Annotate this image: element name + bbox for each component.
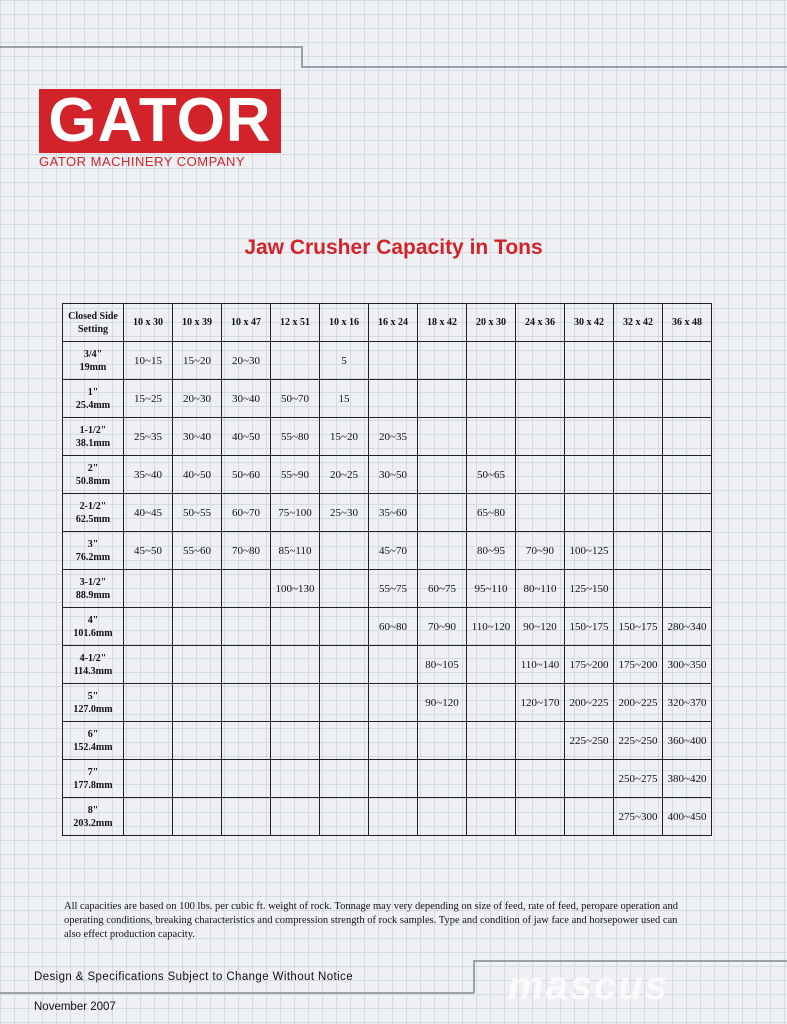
capacity-cell [271, 342, 320, 380]
capacity-cell: 175~200 [614, 646, 663, 684]
column-header: 16 x 24 [369, 304, 418, 342]
capacity-cell: 75~100 [271, 494, 320, 532]
footer-frame-line [0, 992, 474, 994]
capacity-cell [467, 380, 516, 418]
capacity-cell [516, 722, 565, 760]
table-header-row [63, 304, 712, 342]
column-header: 10 x 30 [124, 304, 173, 342]
capacity-cell: 20~30 [173, 380, 222, 418]
column-header: 30 x 42 [565, 304, 614, 342]
capacity-cell: 55~80 [271, 418, 320, 456]
header-frame-line-right [301, 66, 787, 68]
capacity-cell: 225~250 [614, 722, 663, 760]
capacity-cell [614, 418, 663, 456]
capacity-cell [173, 684, 222, 722]
capacity-cell: 70~90 [516, 532, 565, 570]
capacity-cell [663, 418, 712, 456]
table-row [63, 760, 712, 798]
capacity-cell [565, 342, 614, 380]
capacity-cell [173, 760, 222, 798]
capacity-cell [614, 342, 663, 380]
setting-inches: 3" [87, 538, 99, 550]
capacity-cell: 50~60 [222, 456, 271, 494]
capacity-cell [320, 798, 369, 836]
table-body [63, 342, 712, 836]
capacity-cell [565, 494, 614, 532]
capacity-cell: 30~40 [173, 418, 222, 456]
column-header: 20 x 30 [467, 304, 516, 342]
capacity-cell: 25~30 [320, 494, 369, 532]
capacity-cell [516, 418, 565, 456]
setting-mm: 114.3mm [73, 665, 113, 677]
setting-cell [63, 798, 124, 836]
capacity-cell [369, 798, 418, 836]
setting-inches: 2-1/2" [79, 500, 107, 512]
setting-inches: 3-1/2" [79, 576, 107, 588]
capacity-cell [173, 608, 222, 646]
setting-inches: 7" [87, 766, 99, 778]
setting-cell [63, 570, 124, 608]
capacity-cell [369, 684, 418, 722]
setting-cell [63, 684, 124, 722]
capacity-cell: 15~25 [124, 380, 173, 418]
capacity-cell: 25~35 [124, 418, 173, 456]
setting-inches: 3/4" [83, 348, 103, 360]
capacity-cell [320, 608, 369, 646]
capacity-cell [418, 494, 467, 532]
corner-header [63, 304, 124, 342]
capacity-cell: 380~420 [663, 760, 712, 798]
capacity-cell [565, 798, 614, 836]
setting-inches: 4" [87, 614, 99, 626]
capacity-cell: 125~150 [565, 570, 614, 608]
setting-mm: 177.8mm [73, 779, 113, 791]
capacity-cell: 55~60 [173, 532, 222, 570]
capacity-cell [173, 798, 222, 836]
table-row [63, 418, 712, 456]
column-header: 24 x 36 [516, 304, 565, 342]
corner-label-line1: Closed Side [68, 310, 118, 322]
capacity-cell [222, 570, 271, 608]
capacity-cell: 90~120 [418, 684, 467, 722]
capacity-cell [173, 570, 222, 608]
table-row [63, 570, 712, 608]
capacity-cell [467, 342, 516, 380]
capacity-cell [516, 456, 565, 494]
capacity-cell [418, 342, 467, 380]
setting-mm: 19mm [79, 361, 107, 373]
gator-logo [39, 86, 281, 155]
setting-mm: 101.6mm [73, 627, 113, 639]
table-row [63, 494, 712, 532]
capacity-cell [663, 494, 712, 532]
capacity-cell [418, 760, 467, 798]
capacity-cell [516, 380, 565, 418]
capacity-cell: 280~340 [663, 608, 712, 646]
capacity-cell: 45~70 [369, 532, 418, 570]
capacity-cell [124, 570, 173, 608]
capacity-cell [222, 684, 271, 722]
setting-mm: 50.8mm [75, 475, 111, 487]
capacity-cell: 55~90 [271, 456, 320, 494]
capacity-cell: 100~130 [271, 570, 320, 608]
capacity-cell: 15 [320, 380, 369, 418]
capacity-cell: 60~70 [222, 494, 271, 532]
capacity-cell: 85~110 [271, 532, 320, 570]
capacity-cell [663, 380, 712, 418]
header-frame-step [301, 46, 303, 66]
setting-inches: 5" [87, 690, 99, 702]
table-row [63, 532, 712, 570]
capacity-cell [320, 570, 369, 608]
footer-frame-line-right [473, 960, 787, 962]
capacity-cell: 50~55 [173, 494, 222, 532]
capacity-cell: 320~370 [663, 684, 712, 722]
capacity-cell: 50~70 [271, 380, 320, 418]
capacity-cell: 40~50 [173, 456, 222, 494]
corner-label-line2: Setting [78, 323, 108, 335]
capacity-cell: 40~50 [222, 418, 271, 456]
capacity-cell [663, 532, 712, 570]
capacity-cell: 80~105 [418, 646, 467, 684]
capacity-cell [124, 760, 173, 798]
table-row [63, 798, 712, 836]
capacity-cell [320, 722, 369, 760]
capacity-cell [271, 722, 320, 760]
capacity-cell: 30~40 [222, 380, 271, 418]
capacity-cell: 80~95 [467, 532, 516, 570]
capacity-cell [418, 418, 467, 456]
capacity-cell [516, 760, 565, 798]
capacity-cell [614, 380, 663, 418]
setting-mm: 25.4mm [75, 399, 111, 411]
capacity-cell [222, 646, 271, 684]
column-header: 18 x 42 [418, 304, 467, 342]
column-header: 36 x 48 [663, 304, 712, 342]
column-header: 10 x 16 [320, 304, 369, 342]
setting-inches: 1-1/2" [79, 424, 107, 436]
capacity-cell: 35~40 [124, 456, 173, 494]
capacity-cell [124, 608, 173, 646]
capacity-cell [467, 798, 516, 836]
capacity-cell: 55~75 [369, 570, 418, 608]
setting-cell [63, 456, 124, 494]
capacity-cell [418, 456, 467, 494]
capacity-cell: 120~170 [516, 684, 565, 722]
capacity-cell [467, 418, 516, 456]
capacity-cell: 360~400 [663, 722, 712, 760]
footer-frame-step [473, 960, 475, 993]
capacity-cell [320, 646, 369, 684]
setting-inches: 1" [87, 386, 99, 398]
capacity-cell [222, 722, 271, 760]
capacity-cell [614, 494, 663, 532]
setting-mm: 38.1mm [75, 437, 111, 449]
capacity-cell: 250~275 [614, 760, 663, 798]
capacity-cell [565, 380, 614, 418]
capacity-cell [369, 722, 418, 760]
capacity-cell [369, 646, 418, 684]
publication-date: November 2007 [34, 1001, 116, 1013]
capacity-cell [222, 608, 271, 646]
capacity-cell: 200~225 [565, 684, 614, 722]
capacity-cell [320, 684, 369, 722]
capacity-cell [516, 494, 565, 532]
capacity-cell [516, 342, 565, 380]
capacity-cell [222, 798, 271, 836]
capacity-cell: 20~30 [222, 342, 271, 380]
column-header: 10 x 39 [173, 304, 222, 342]
setting-mm: 127.0mm [73, 703, 113, 715]
capacity-cell [271, 760, 320, 798]
capacity-cell: 15~20 [320, 418, 369, 456]
capacity-cell [614, 570, 663, 608]
setting-cell [63, 342, 124, 380]
capacity-cell [467, 722, 516, 760]
capacity-cell: 5 [320, 342, 369, 380]
table-row [63, 722, 712, 760]
design-disclaimer: Design & Specifications Subject to Change Without Notice [34, 971, 354, 983]
capacity-footnote: All capacities are based on 100 lbs. per cubic ft. weight of rock. Tonnage may very depending on size of feed, rate of feed, peropare operation and operating conditions, breaking characteristics and compression strength of rock samples. Type and condition of jaw face and horsepower used can also effect production capacity. [64, 901, 678, 940]
capacity-cell [271, 684, 320, 722]
capacity-cell: 65~80 [467, 494, 516, 532]
capacity-cell [467, 760, 516, 798]
capacity-cell [467, 646, 516, 684]
column-header: 32 x 42 [614, 304, 663, 342]
capacity-cell: 110~140 [516, 646, 565, 684]
capacity-cell: 300~350 [663, 646, 712, 684]
capacity-cell: 40~45 [124, 494, 173, 532]
capacity-cell: 70~80 [222, 532, 271, 570]
setting-inches: 4-1/2" [79, 652, 107, 664]
capacity-cell [320, 532, 369, 570]
capacity-cell [271, 646, 320, 684]
setting-mm: 76.2mm [75, 551, 111, 563]
capacity-cell [124, 684, 173, 722]
capacity-cell: 35~60 [369, 494, 418, 532]
capacity-cell: 20~35 [369, 418, 418, 456]
logo-wordmark: GATOR [48, 86, 272, 155]
table-row [63, 342, 712, 380]
capacity-cell [418, 722, 467, 760]
setting-mm: 203.2mm [73, 817, 113, 829]
capacity-cell [516, 798, 565, 836]
capacity-cell: 80~110 [516, 570, 565, 608]
capacity-cell [271, 798, 320, 836]
table-row [63, 684, 712, 722]
setting-inches: 6" [87, 728, 99, 740]
setting-cell [63, 380, 124, 418]
capacity-cell [565, 418, 614, 456]
capacity-cell: 45~50 [124, 532, 173, 570]
capacity-cell [173, 722, 222, 760]
capacity-cell: 70~90 [418, 608, 467, 646]
capacity-cell [124, 798, 173, 836]
capacity-cell [614, 532, 663, 570]
capacity-cell: 200~225 [614, 684, 663, 722]
capacity-cell: 150~175 [565, 608, 614, 646]
page-title: Jaw Crusher Capacity in Tons [244, 236, 543, 259]
capacity-cell [124, 646, 173, 684]
capacity-cell: 225~250 [565, 722, 614, 760]
capacity-cell: 100~125 [565, 532, 614, 570]
capacity-cell [663, 456, 712, 494]
capacity-cell [663, 342, 712, 380]
setting-cell [63, 532, 124, 570]
setting-cell [63, 760, 124, 798]
watermark: mascus [508, 964, 669, 1008]
setting-mm: 88.9mm [75, 589, 111, 601]
table-row [63, 456, 712, 494]
table-row [63, 646, 712, 684]
capacity-cell [173, 646, 222, 684]
capacity-cell: 95~110 [467, 570, 516, 608]
column-header: 10 x 47 [222, 304, 271, 342]
logo-company-name: GATOR MACHINERY COMPANY [39, 154, 246, 169]
setting-cell [63, 646, 124, 684]
setting-mm: 152.4mm [73, 741, 113, 753]
capacity-cell [418, 798, 467, 836]
capacity-cell [369, 380, 418, 418]
capacity-cell [418, 532, 467, 570]
capacity-cell [614, 456, 663, 494]
capacity-cell: 90~120 [516, 608, 565, 646]
capacity-cell: 20~25 [320, 456, 369, 494]
setting-cell [63, 494, 124, 532]
capacity-cell [565, 456, 614, 494]
capacity-cell: 60~80 [369, 608, 418, 646]
capacity-cell: 110~120 [467, 608, 516, 646]
capacity-cell [222, 760, 271, 798]
setting-inches: 8" [87, 804, 99, 816]
capacity-cell: 275~300 [614, 798, 663, 836]
capacity-cell: 50~65 [467, 456, 516, 494]
setting-mm: 62.5mm [75, 513, 111, 525]
header-frame-line [0, 46, 302, 48]
capacity-cell [418, 380, 467, 418]
table-row [63, 380, 712, 418]
column-header: 12 x 51 [271, 304, 320, 342]
capacity-cell [565, 760, 614, 798]
setting-inches: 2" [87, 462, 99, 474]
table-row [63, 608, 712, 646]
capacity-cell [320, 760, 369, 798]
capacity-cell [271, 608, 320, 646]
capacity-cell: 400~450 [663, 798, 712, 836]
capacity-cell: 175~200 [565, 646, 614, 684]
setting-cell [63, 722, 124, 760]
capacity-table [62, 303, 712, 836]
capacity-cell: 10~15 [124, 342, 173, 380]
setting-cell [63, 608, 124, 646]
capacity-cell: 30~50 [369, 456, 418, 494]
setting-cell [63, 418, 124, 456]
capacity-cell: 150~175 [614, 608, 663, 646]
capacity-cell: 60~75 [418, 570, 467, 608]
capacity-cell [369, 342, 418, 380]
capacity-cell [467, 684, 516, 722]
capacity-cell [124, 722, 173, 760]
capacity-cell [663, 570, 712, 608]
capacity-cell [369, 760, 418, 798]
capacity-cell: 15~20 [173, 342, 222, 380]
